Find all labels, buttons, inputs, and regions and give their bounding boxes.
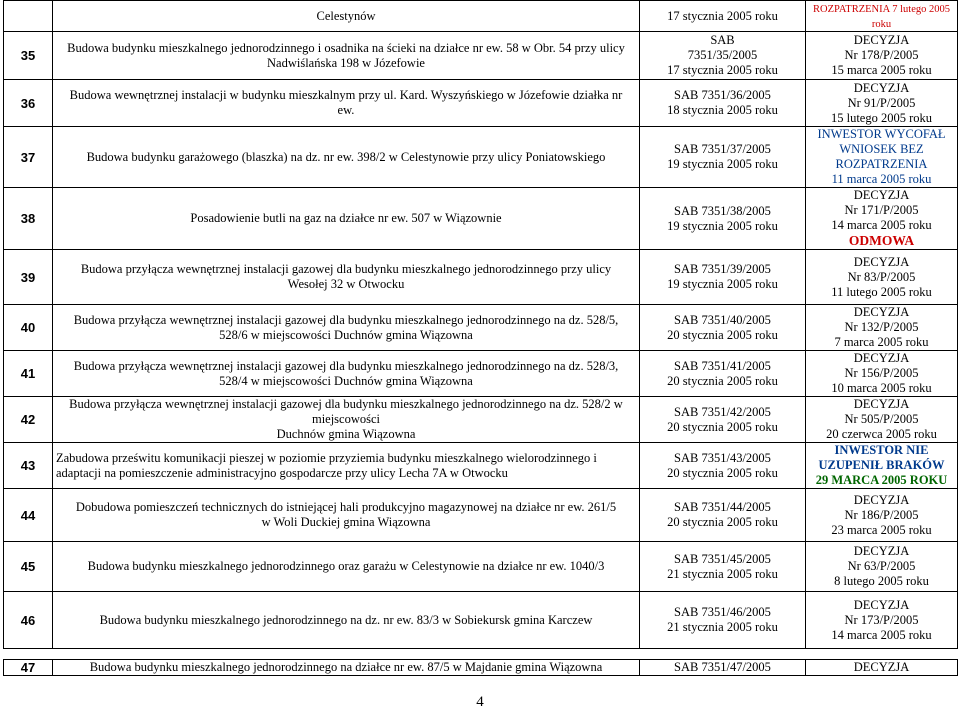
decision-label: DECYZJA [853, 544, 910, 558]
row-number: 46 [4, 592, 53, 649]
row-number: 35 [4, 32, 53, 80]
row-number: 40 [4, 305, 53, 351]
sab-cell [640, 188, 806, 250]
row-number: 36 [4, 80, 53, 127]
description-line-2: w Woli Duckiej gmina Wiązowna [261, 515, 431, 529]
description-line-2: Duchnów gmina Wiązowna [276, 427, 416, 441]
decision-cell [806, 443, 958, 489]
table-row [4, 32, 958, 80]
description-line-1: Budowa wewnętrznej instalacji w budynku mieszkalnym przy ul. Kard. Wyszyńskiego w Józefowie działka nr [69, 88, 623, 102]
description-cell [53, 80, 640, 127]
sab-date: 20 stycznia 2005 roku [667, 373, 778, 388]
spacer-row [4, 649, 958, 660]
row-number: 44 [4, 489, 53, 542]
description-line-2: adaptacji na pomieszczenie administracyjno gospodarcze przy ulicy Lecha 7A w Otwocku [56, 465, 508, 480]
decision-cell [806, 305, 958, 351]
description-line-1: Dobudowa pomieszczeń technicznych do istniejącej hali produkcyjno magazynowej na działce nr ew. 261/5 [75, 500, 617, 514]
row-number: 38 [4, 188, 53, 250]
table-row [4, 250, 958, 305]
description-cell [53, 397, 640, 443]
decision-cell [806, 660, 958, 676]
table-row [4, 127, 958, 188]
sab-date: 20 stycznia 2005 roku [667, 515, 778, 529]
sab-date: 17 stycznia 2005 roku [667, 8, 778, 23]
description-line-2: 528/6 w miejscowości Duchnów gmina Wiązowna [219, 327, 473, 342]
description-line-1: Budowa budynku mieszkalnego jednorodzinnego na działce nr ew. 87/5 w Majdanie gmina Wiązowna [89, 660, 603, 674]
decision-label: DECYZJA [853, 33, 910, 47]
decision-cell [806, 1, 958, 32]
decision-cell [806, 188, 958, 250]
description-line-1: Zabudowa prześwitu komunikacji pieszej w poziomie przyziemia budynku mieszkalnego wielorodzinnego i [56, 450, 597, 465]
sab-date: 18 stycznia 2005 roku [667, 103, 778, 117]
decision-date: 7 marca 2005 roku [834, 335, 929, 349]
sab-cell [640, 32, 806, 80]
decision-number: Nr 132/P/2005 [844, 320, 919, 334]
decision-number: Nr 505/P/2005 [844, 412, 919, 426]
sab-date: 19 stycznia 2005 roku [667, 157, 778, 171]
sab-number: SAB 7351/39/2005 [674, 262, 771, 276]
decision-label: DECYZJA [853, 80, 910, 95]
sab-number: SAB 7351/42/2005 [674, 404, 771, 419]
description-line-1: Budowa budynku garażowego (blaszka) na dz. nr ew. 398/2 w Celestynowie przy ulicy Poniatowskiego [86, 149, 606, 164]
description-line-1: Budowa przyłącza wewnętrznej instalacji gazowej dla budynku mieszkalnego jednorodzinnego na dz. 528/3, [73, 358, 619, 373]
decision-label: DECYZJA [853, 397, 910, 411]
sab-number: SAB 7351/37/2005 [674, 142, 771, 156]
sab-number: SAB 7351/40/2005 [674, 312, 771, 327]
row-number: 45 [4, 542, 53, 592]
description-line-1: Budowa przyłącza wewnętrznej instalacji gazowej dla budynku mieszkalnego jednorodzinnego na dz. 528/5, [73, 312, 619, 327]
sab-cell [640, 397, 806, 443]
sab-number: 7351/35/2005 [687, 48, 758, 62]
sab-label: SAB [710, 33, 735, 47]
spacer-cell [806, 649, 958, 660]
description-line-1: Budowa przyłącza wewnętrznej instalacji gazowej dla budynku mieszkalnego jednorodzinnego na dz. 528/2 w miejscowości [69, 397, 623, 426]
sab-number: SAB 7351/45/2005 [674, 551, 771, 566]
sab-cell [640, 1, 806, 32]
decision-cell [806, 250, 958, 305]
description-line-1: Budowa budynku mieszkalnego jednorodzinnego i osadnika na ścieki na działce nr ew. 58 w Obr. 54 przy ulicy [67, 40, 625, 55]
sab-cell [640, 489, 806, 542]
refusal-badge: ODMOWA [848, 233, 915, 248]
decision-label: DECYZJA [853, 351, 910, 365]
decision-date: 14 marca 2005 roku [831, 627, 932, 642]
decision-status: ROZPATRZENIA 7 lutego 2005 roku [813, 4, 950, 30]
decision-number: Nr 63/P/2005 [847, 559, 916, 573]
table-row [4, 443, 958, 489]
decision-status-line-2: WNIOSEK BEZ [839, 142, 924, 156]
description-cell [53, 660, 640, 676]
table-row [4, 1, 958, 32]
sab-date: 20 stycznia 2005 roku [667, 327, 778, 342]
decision-cell [806, 489, 958, 542]
description-line-2: Wesołej 32 w Otwocku [287, 277, 405, 291]
description-line-1: Posadowienie butli na gaz na działce nr ew. 507 w Wiązownie [190, 211, 502, 225]
table-row [4, 188, 958, 250]
sab-date: 19 stycznia 2005 roku [667, 277, 778, 291]
sab-number: SAB 7351/43/2005 [674, 450, 771, 465]
description-cell [53, 127, 640, 188]
sab-cell [640, 305, 806, 351]
decision-label: DECYZJA [853, 597, 910, 612]
decision-cell [806, 351, 958, 397]
decision-date: 14 marca 2005 roku [831, 218, 932, 232]
description-text: Celestynów [316, 8, 376, 23]
decision-cell [806, 127, 958, 188]
sab-cell [640, 351, 806, 397]
decision-date: 15 marca 2005 roku [831, 63, 932, 77]
sab-number: SAB 7351/44/2005 [674, 500, 771, 514]
table-row [4, 660, 958, 676]
decision-number: Nr 156/P/2005 [844, 366, 919, 380]
decision-date: 8 lutego 2005 roku [834, 574, 929, 588]
sab-date: 21 stycznia 2005 roku [667, 566, 778, 581]
page-number: 4 [476, 694, 484, 710]
table-row [4, 592, 958, 649]
decision-date: 10 marca 2005 roku [831, 381, 932, 395]
sab-number: SAB 7351/38/2005 [674, 203, 771, 218]
decision-cell [806, 32, 958, 80]
description-cell [53, 542, 640, 592]
decision-date: 15 lutego 2005 roku [830, 110, 933, 125]
row-number: 37 [4, 127, 53, 188]
sab-cell [640, 443, 806, 489]
description-line-1: Budowa budynku mieszkalnego jednorodzinnego na dz. nr ew. 83/3 w Sobiekursk gmina Karczew [99, 612, 593, 627]
description-cell [53, 489, 640, 542]
decision-cell [806, 80, 958, 127]
sab-date: 20 stycznia 2005 roku [667, 465, 778, 480]
table-row [4, 305, 958, 351]
spacer-cell [53, 649, 640, 660]
table-row [4, 80, 958, 127]
description-line-2: Nadwiślańska 198 w Józefowie [267, 55, 425, 70]
row-number: 42 [4, 397, 53, 443]
sab-cell [640, 80, 806, 127]
decision-status-line-2: UZUPENIŁ BRAKÓW [818, 458, 945, 472]
sab-cell [640, 592, 806, 649]
decision-label: DECYZJA [853, 660, 910, 674]
description-line-1: Budowa przyłącza wewnętrznej instalacji gazowej dla budynku mieszkalnego jednorodzinnego przy ulicy [80, 262, 612, 276]
sab-date: 17 stycznia 2005 roku [667, 63, 778, 77]
table-row [4, 397, 958, 443]
sab-cell [640, 127, 806, 188]
description-line-2: 528/4 w miejscowości Duchnów gmina Wiązowna [219, 373, 473, 388]
description-line-2: ew. [337, 103, 355, 117]
decision-date: 11 lutego 2005 roku [831, 284, 932, 299]
decision-number: Nr 91/P/2005 [847, 95, 916, 110]
row-number: 41 [4, 351, 53, 397]
decision-label: DECYZJA [853, 305, 910, 319]
table-row [4, 542, 958, 592]
decision-status-line-3: ROZPATRZENIA [835, 157, 928, 171]
permit-register-table [3, 0, 958, 676]
decision-label: DECYZJA [853, 492, 910, 507]
decision-date: 11 marca 2005 roku [831, 172, 932, 186]
decision-date: 20 czerwca 2005 roku [826, 427, 937, 441]
decision-cell [806, 397, 958, 443]
sab-number: SAB 7351/41/2005 [674, 358, 771, 373]
decision-number: Nr 186/P/2005 [844, 507, 919, 522]
row-number: 43 [4, 443, 53, 489]
decision-number: Nr 83/P/2005 [847, 269, 916, 284]
spacer-cell [4, 649, 53, 660]
row-number: 47 [4, 660, 53, 676]
sab-number: SAB 7351/47/2005 [674, 660, 771, 674]
sab-date: 20 stycznia 2005 roku [667, 419, 778, 434]
row-number: 39 [4, 250, 53, 305]
description-cell [53, 351, 640, 397]
sab-date: 19 stycznia 2005 roku [667, 218, 778, 233]
sab-date: 21 stycznia 2005 roku [667, 620, 778, 634]
decision-number: Nr 173/P/2005 [844, 612, 919, 627]
decision-status-line-1: INWESTOR WYCOFAŁ [817, 127, 946, 141]
table-row [4, 489, 958, 542]
description-cell [53, 1, 640, 32]
decision-number: Nr 171/P/2005 [844, 203, 919, 217]
description-cell [53, 592, 640, 649]
decision-date: 29 MARCA 2005 ROKU [815, 473, 948, 487]
decision-cell [806, 542, 958, 592]
sab-cell [640, 660, 806, 676]
row-number-cell [4, 1, 53, 32]
sab-cell [640, 250, 806, 305]
description-cell [53, 443, 640, 489]
sab-number: SAB 7351/46/2005 [674, 605, 771, 619]
decision-status-line-1: INWESTOR NIE [834, 443, 929, 457]
description-cell [53, 305, 640, 351]
description-cell [53, 250, 640, 305]
sab-number: SAB 7351/36/2005 [674, 88, 771, 102]
description-line-1: Budowa budynku mieszkalnego jednorodzinnego oraz garażu w Celestynowie na działce nr ew. 1040/3 [87, 559, 605, 573]
table-row [4, 351, 958, 397]
decision-cell [806, 592, 958, 649]
decision-label: DECYZJA [853, 254, 910, 269]
spacer-cell [640, 649, 806, 660]
decision-date: 23 marca 2005 roku [831, 522, 932, 537]
description-cell [53, 32, 640, 80]
decision-label: DECYZJA [853, 188, 910, 202]
sab-cell [640, 542, 806, 592]
description-cell [53, 188, 640, 250]
decision-number: Nr 178/P/2005 [844, 48, 919, 62]
